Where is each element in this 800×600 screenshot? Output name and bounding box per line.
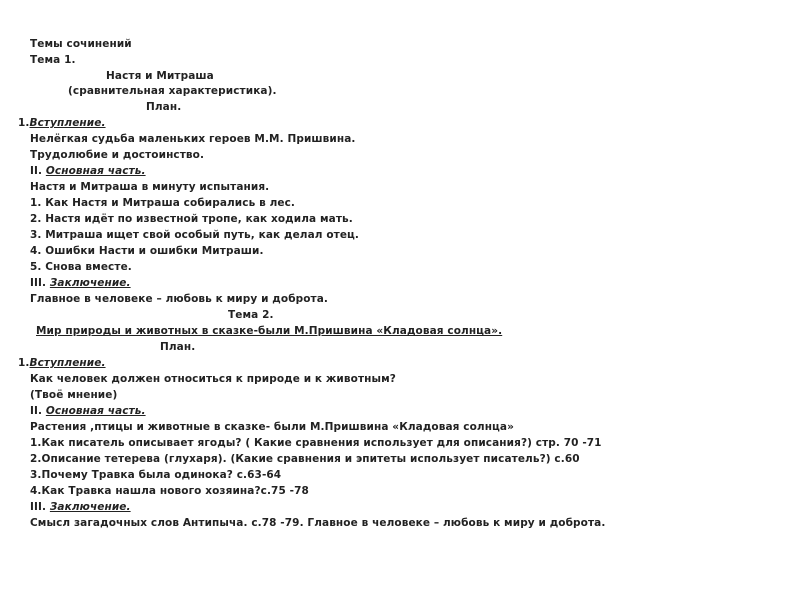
plan-line: Настя и Митраша в минуту испытания. <box>30 181 270 193</box>
plan-line: Нелёгкая судьба маленьких героев М.М. Пришвина. <box>30 133 356 145</box>
plan-line: 2.Описание тетерева (глухаря). (Какие сравнения и эпитеты использует писатель?) с.60 <box>30 453 580 465</box>
section-main-2 <box>30 404 146 418</box>
section-intro-1 <box>18 116 106 130</box>
section-label: Основная часть. <box>45 165 146 177</box>
topic-1-title: Настя и Митраша <box>106 70 214 82</box>
plan-line: Как человек должен относиться к природе и к животным? <box>30 373 396 385</box>
plan-line: 5. Снова вместе. <box>30 261 132 273</box>
section-number: III. <box>30 277 50 289</box>
section-conclusion-2 <box>30 500 131 514</box>
plan-line: Трудолюбие и достоинство. <box>30 149 205 161</box>
section-number: 1. <box>18 117 30 129</box>
section-number: II. <box>30 165 46 177</box>
plan-line: 4. Ошибки Насти и ошибки Митраши. <box>30 245 264 257</box>
plan-line: 1.Как писатель описывает ягоды? ( Какие сравнения использует для описания?) стр. 70 -71 <box>30 437 602 449</box>
section-main-1 <box>30 164 146 178</box>
topic-2-title: Мир природы и животных в сказке-были М.Пришвина «Кладовая солнца». <box>36 325 503 337</box>
section-label: Вступление. <box>29 117 106 129</box>
section-number: 1. <box>18 357 30 369</box>
plan-line: Главное в человеке – любовь к миру и доброта. <box>30 293 329 305</box>
section-label: Вступление. <box>29 357 106 369</box>
section-label: Основная часть. <box>45 405 146 417</box>
plan-line: 2. Настя идёт по известной тропе, как ходила мать. <box>30 213 353 225</box>
section-label: Заключение. <box>49 501 131 513</box>
plan-line: Смысл загадочных слов Антипыча. с.78 -79. Главное в человеке – любовь к миру и доброта. <box>30 517 606 529</box>
section-number: III. <box>30 501 50 513</box>
plan-heading-2: План. <box>160 341 196 353</box>
plan-line: 3.Почему Травка была одинока? с.63-64 <box>30 469 282 481</box>
plan-line: 1. Как Настя и Митраша собирались в лес. <box>30 197 295 209</box>
section-label: Заключение. <box>49 277 131 289</box>
section-conclusion-1 <box>30 276 131 290</box>
plan-line: 4.Как Травка нашла нового хозяина?с.75 -78 <box>30 485 309 497</box>
plan-line: (Твоё мнение) <box>30 389 118 401</box>
plan-heading-1: План. <box>146 101 182 113</box>
section-intro-2 <box>18 356 106 370</box>
plan-line: 3. Митраша ищет свой особый путь, как делал отец. <box>30 229 360 241</box>
doc-title: Темы сочинений <box>30 38 132 50</box>
plan-line: Растения ,птицы и животные в сказке- были М.Пришвина «Кладовая солнца» <box>30 421 515 433</box>
section-number: II. <box>30 405 46 417</box>
topic-1-heading: Тема 1. <box>30 54 76 66</box>
topic-2-heading: Тема 2. <box>228 309 274 321</box>
topic-1-subtitle: (сравнительная характеристика). <box>68 85 277 97</box>
